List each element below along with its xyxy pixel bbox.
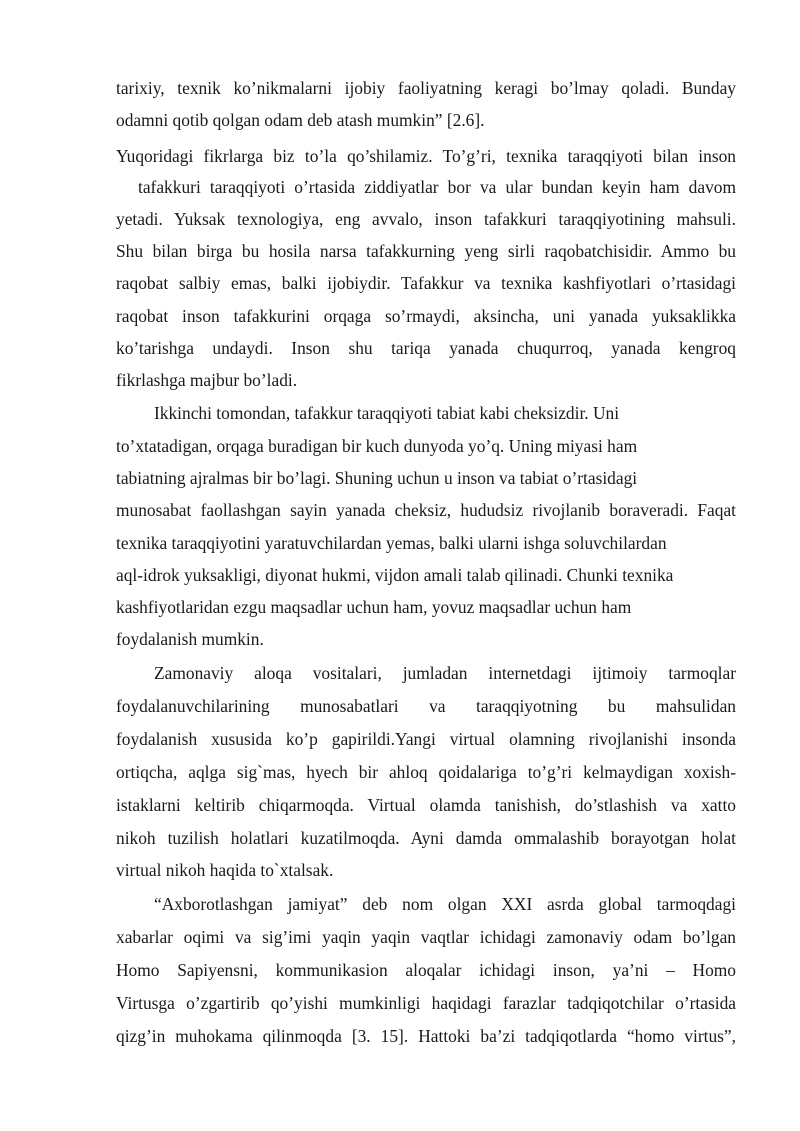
text-line: Homo Sapiyensni, kommunikasion aloqalar ichidagi inson, ya’ni – Homo <box>116 960 736 980</box>
text-line: “Axborotlashgan jamiyat” deb nom olgan XXI asrda global tarmoqdagi <box>154 894 736 914</box>
text-line: odamni qotib qolgan odam deb atash mumkin” [2.6]. <box>116 110 485 130</box>
text-line: virtual nikoh haqida to`xtalsak. <box>116 860 334 880</box>
text-line: tabiatning ajralmas bir bo’lagi. Shuning uchun u inson va tabiat o’rtasidagi <box>116 468 638 488</box>
text-line: nikoh tuzilish holatlari kuzatilmoqda. Ayni damda ommalashib borayotgan holat <box>116 828 736 848</box>
text-line: fikrlashga majbur bo’ladi. <box>116 370 298 390</box>
text-line: xabarlar oqimi va sig’imi yaqin yaqin vaqtlar ichidagi zamonaviy odam bo’lgan <box>116 927 736 947</box>
text-line: qizg’in muhokama qilinmoqda [3. 15]. Hattoki ba’zi tadqiqotlarda “homo virtus”, <box>116 1026 736 1046</box>
text-line: foydalanuvchilarining munosabatlari va taraqqiyotning bu mahsulidan <box>116 696 736 716</box>
text-line: texnika taraqqiyotini yaratuvchilardan yemas, balki ularni ishga soluvchilardan <box>116 533 667 553</box>
text-line: ko’tarishga undaydi. Inson shu tariqa yanada chuqurroq, yanada kengroq <box>116 338 736 358</box>
text-line: foydalanish mumkin. <box>116 629 264 649</box>
text-line: kashfiyotlaridan ezgu maqsadlar uchun ham, yovuz maqsadlar uchun ham <box>116 597 632 617</box>
text-line: ortiqcha, aqlga sig`mas, hyech bir ahloq qoidalariga to’g’ri kelmaydigan xoxish- <box>116 762 736 782</box>
text-line: tarixiy, texnik ko’nikmalarni ijobiy faoliyatning keragi bo’lmay qoladi. Bunday <box>116 78 736 98</box>
text-line: Shu bilan birga bu hosila narsa tafakkurning yeng sirli raqobatchisidir. Ammo bu <box>116 241 736 261</box>
text-line: Ikkinchi tomondan, tafakkur taraqqiyoti tabiat kabi cheksizdir. Uni <box>154 403 620 423</box>
text-line: to’xtatadigan, orqaga buradigan bir kuch dunyoda yo’q. Uning miyasi ham <box>116 436 638 456</box>
text-line: raqobat salbiy emas, balki ijobiydir. Tafakkur va texnika kashfiyotlari o’rtasidagi <box>116 273 736 293</box>
text-line: foydalanish xususida ko’p gapirildi.Yangi virtual olamning rivojlanishi insonda <box>116 729 736 749</box>
text-line: tafakkuri taraqqiyoti o’rtasida ziddiyatlar bor va ular bundan keyin ham davom <box>138 177 736 197</box>
text-line: istaklarni keltirib chiqarmoqda. Virtual olamda tanishish, do’stlashish va xatto <box>116 795 736 815</box>
text-line: Virtusga o’zgartirib qo’yishi mumkinligi haqidagi farazlar tadqiqotchilar o’rtasida <box>116 993 736 1013</box>
text-line: Zamonaviy aloqa vositalari, jumladan internetdagi ijtimoiy tarmoqlar <box>154 663 736 683</box>
text-line: Yuqoridagi fikrlarga biz to’la qo’shilamiz. To’g’ri, texnika taraqqiyoti bilan inson <box>116 146 736 166</box>
text-line: munosabat faollashgan sayin yanada cheksiz, hududsiz rivojlanib boraveradi. Faqat <box>116 500 736 520</box>
text-line: aql-idrok yuksakligi, diyonat hukmi, vijdon amali talab qilinadi. Chunki texnika <box>116 565 674 585</box>
text-line: yetadi. Yuksak texnologiya, eng avvalo, inson tafakkuri taraqqiyotining mahsuli. <box>116 209 736 229</box>
text-line: raqobat inson tafakkurini orqaga so’rmaydi, aksincha, uni yanada yuksaklikka <box>116 306 736 326</box>
